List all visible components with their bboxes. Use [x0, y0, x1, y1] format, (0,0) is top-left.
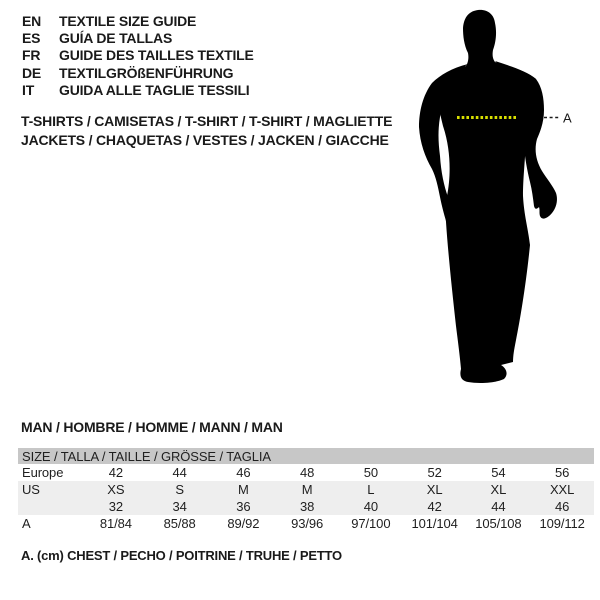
row-label: Europe: [22, 465, 64, 480]
row-label: [18, 498, 84, 515]
language-code: DE: [22, 64, 42, 81]
cell: 40: [363, 499, 378, 514]
cell: 42: [427, 499, 442, 514]
language-label: GUÍA DE TALLAS: [59, 30, 173, 47]
table-row-europe: [18, 464, 594, 481]
category-line-jackets: JACKETS / CHAQUETAS / VESTES / JACKEN / GIACCHE: [21, 131, 389, 148]
language-code: EN: [22, 13, 42, 29]
cell: 38: [299, 499, 315, 514]
cell: 101/104: [411, 516, 458, 531]
cell: 81/84: [99, 516, 132, 531]
size-table: [18, 448, 594, 532]
language-row: [22, 13, 254, 30]
language-row: [22, 30, 254, 47]
measurement-footnote: A. (cm) CHEST / PECHO / POITRINE / TRUHE / PETTO: [21, 548, 342, 563]
category-lines: [21, 112, 392, 149]
cell: XL: [490, 482, 507, 497]
language-label: GUIDA ALLE TAGLIE TESSILI: [59, 81, 250, 98]
man-silhouette: [390, 0, 600, 400]
cell: 54: [491, 465, 506, 480]
cell: 93/96: [291, 516, 324, 531]
table-row-chest-a: [18, 515, 594, 532]
cell: L: [367, 482, 375, 497]
language-label: GUIDE DES TAILLES TEXTILE: [59, 47, 254, 64]
table-row-numeric: [18, 498, 594, 515]
table-header-row: [18, 448, 594, 464]
cell: XS: [107, 482, 125, 497]
language-label: TEXTILE SIZE GUIDE: [59, 13, 197, 29]
cell: 42: [108, 465, 123, 480]
cell: 46: [236, 465, 251, 480]
cell: 48: [299, 465, 315, 480]
cell: 56: [554, 465, 570, 480]
table-header: SIZE / TALLA / TAILLE / GRÖSSE / TAGLIA: [18, 448, 594, 464]
gender-heading: MAN / HOMBRE / HOMME / MANN / MAN: [21, 419, 283, 435]
cell: 105/108: [475, 516, 522, 531]
language-row: [22, 47, 254, 64]
language-row: [22, 65, 254, 82]
cell: 109/112: [539, 516, 585, 531]
language-code: FR: [22, 47, 41, 64]
measure-label-a: A: [563, 110, 572, 126]
cell: S: [175, 482, 184, 497]
table-row-us: [18, 481, 594, 498]
category-line-tshirts: T-SHIRTS / CAMISETAS / T-SHIRT / T-SHIRT / MAGLIETTE: [21, 113, 393, 129]
cell: M: [238, 482, 249, 497]
language-code: IT: [22, 81, 35, 98]
figure: [390, 0, 600, 400]
cell: 85/88: [163, 516, 196, 531]
cell: 89/92: [227, 516, 260, 531]
language-row: [22, 82, 254, 99]
cell: 44: [491, 499, 506, 514]
cell: 52: [427, 465, 442, 480]
cell: 97/100: [351, 516, 391, 531]
cell: 46: [554, 499, 570, 514]
cell: M: [301, 482, 313, 497]
language-code: ES: [22, 30, 41, 47]
cell: 34: [172, 499, 187, 514]
row-label: US: [22, 482, 40, 497]
silhouette-body: [419, 10, 557, 383]
language-label: TEXTILGRÖßENFÜHRUNG: [59, 64, 234, 81]
cell: 36: [236, 499, 251, 514]
cell: 50: [363, 465, 378, 480]
cell: 32: [108, 499, 123, 514]
cell: XL: [426, 482, 443, 497]
cell: XXL: [549, 482, 575, 497]
cell: 44: [172, 465, 187, 480]
row-label: A: [22, 516, 31, 531]
language-list: [22, 13, 254, 99]
